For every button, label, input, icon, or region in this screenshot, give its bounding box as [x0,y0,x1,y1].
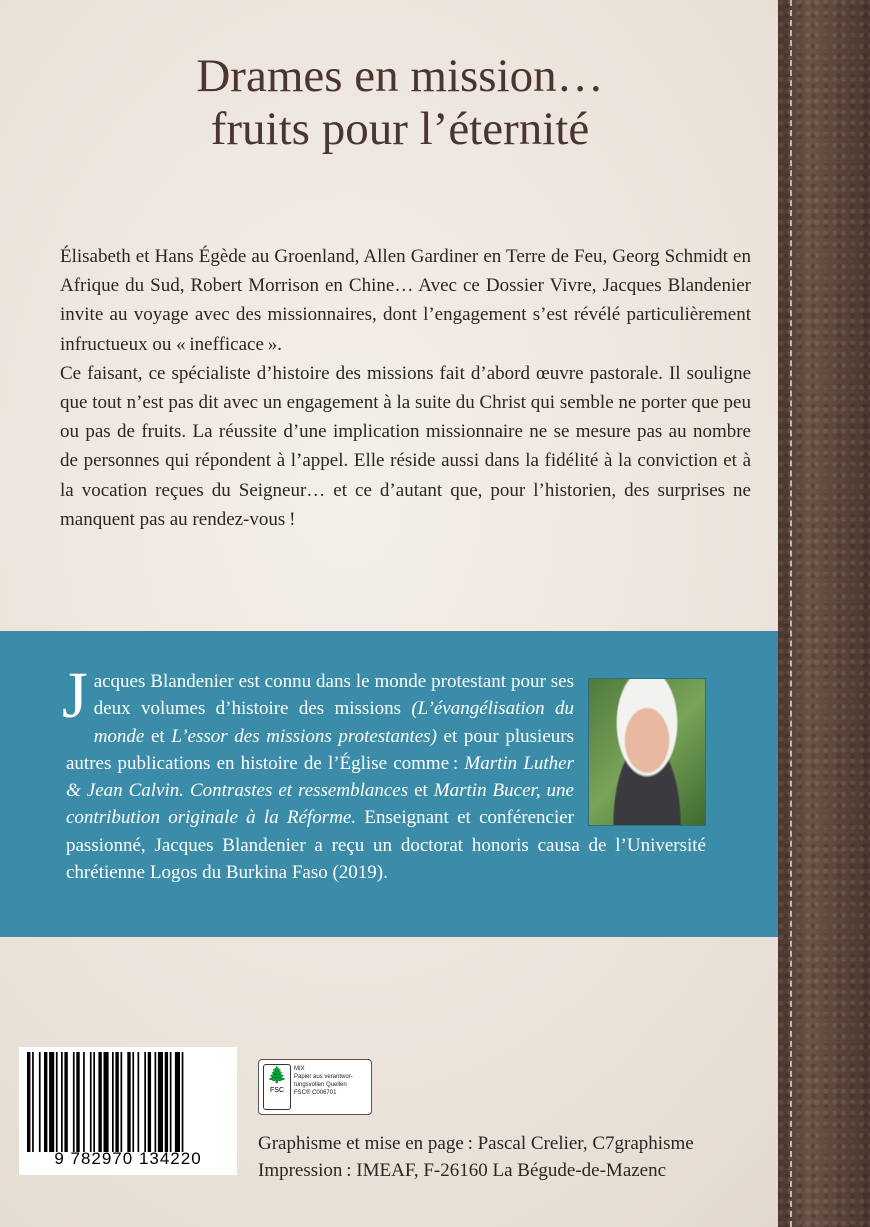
barcode-bars [27,1052,231,1152]
book-description [60,242,751,534]
fsc-line-1: Papier aus verantwor- [294,1074,353,1080]
credits [258,1130,694,1184]
author-bio-book-2: L’essor des missions protestantes) [171,725,437,747]
fsc-logo-text: FSC [270,1087,284,1094]
description-paragraph-1: Élisabeth et Hans Égède au Groenland, Allen Gardiner en Terre de Feu, Georg Schmidt en Afrique du Sud, Robert Morrison en Chine… Avec ce Dossier Vivre, Jacques Blandenier invite au voyage avec des missionnaires, dont l’engagement s’est révélé particulièrement infructueux ou « inefficace ». [60,246,751,355]
author-bio-text-3: et pour plusieurs autres publications en histoire de l’Église comme : [66,725,574,774]
fsc-tree-icon: 🌲 FSC [263,1064,291,1110]
author-bio-text-1: acques Blandenier est connu dans le monde protestant pour ses deux volumes d’histoire des missions [93,671,574,720]
author-bio-book-3: Martin Luther & Jean Calvin. Contrastes et ressemblances [66,752,575,802]
fsc-mix: MIX [294,1066,305,1072]
author-bio-text-5: Enseignant et conférencier passionné, Jacques Blandenier a reçu un doctorat honoris causa de l’Université chrétienne Logos du Burkina Faso (2019). [66,807,706,884]
author-bio [62,659,706,886]
author-bio-book-4: Martin Bucer, une contribution originale à la Réforme. [66,780,574,829]
author-photo [588,678,706,826]
fsc-text [294,1065,369,1097]
credits-design: Graphisme et mise en page : Pascal Crelier, C7graphisme [258,1133,694,1154]
credits-printing: Impression : IMEAF, F-26160 La Bégude-de-Mazenc [258,1160,667,1181]
spine-stitching [790,0,792,1227]
isbn-number: 9 782970 134220 [54,1149,202,1168]
fsc-line-2: tungsvollen Quellen [294,1082,347,1088]
author-bio-book-1: (L’évangélisation du monde [93,698,575,747]
book-title: Drames en mission… fruits pour l’éternité [196,50,604,155]
description-paragraph-2: Ce faisant, ce spécialiste d’histoire des missions fait d’abord œuvre pastorale. Il souligne que tout n’est pas dit avec un engagement à la suite du Christ qui semble ne porter que peu ou pas de fruits. La réussite d’une implication missionnaire ne se mesure pas au nombre de personnes qui répondent à l’appel. Elle réside aussi dans la fidélité à la conviction et à la vocation reçues du Seigneur… et ce d’autant que, pour l’historien, des surprises ne manquent pas au rendez-vous ! [60,362,751,530]
fsc-label [258,1059,372,1115]
author-bio-text-4: et [408,780,434,802]
author-bio-text-2: et [144,725,172,747]
isbn-barcode [19,1047,237,1175]
author-bio-dropcap: J [62,659,88,732]
fsc-code: FSC® C006701 [294,1090,337,1096]
